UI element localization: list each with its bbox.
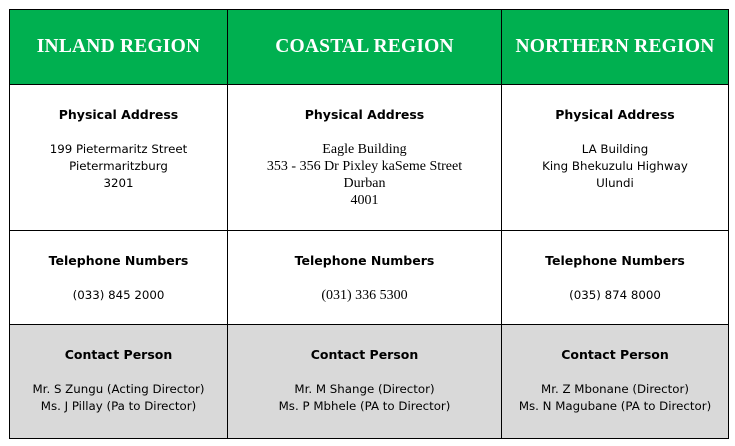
- contact-line: Ms. J Pillay (Pa to Director): [40, 399, 197, 413]
- telephone-number: (033) 845 2000: [72, 288, 165, 302]
- address-line: 4001: [350, 193, 379, 208]
- region-header-row: [10, 10, 729, 85]
- inland-region-heading: INLAND REGION: [10, 10, 228, 85]
- contact-line: Mr. S Zungu (Acting Director): [32, 382, 205, 396]
- address-text: [502, 141, 728, 192]
- contact-label: Contact Person: [64, 347, 173, 362]
- contact-text: [10, 381, 227, 415]
- address-line: 353 - 356 Dr Pixley kaSeme Street: [266, 159, 463, 174]
- northern-contact-cell: [502, 325, 729, 439]
- telephone-number: (031) 336 5300: [321, 288, 408, 303]
- address-line: Pietermaritzburg: [69, 159, 168, 173]
- contact-text: [502, 381, 728, 415]
- telephone-label: Telephone Numbers: [48, 253, 189, 268]
- northern-address-cell: [502, 85, 729, 231]
- northern-telephone-cell: [502, 231, 729, 325]
- contact-line: Mr. M Shange (Director): [294, 382, 435, 396]
- physical-address-row: [10, 85, 729, 231]
- contact-label: Contact Person: [561, 347, 669, 362]
- contact-line: Ms. P Mbhele (PA to Director): [278, 399, 451, 413]
- contact-person-row: [10, 325, 729, 439]
- coastal-contact-cell: [228, 325, 502, 439]
- address-line: King Bhekuzulu Highway: [542, 159, 688, 173]
- contact-text: [228, 381, 501, 415]
- contact-line: Mr. Z Mbonane (Director): [541, 382, 689, 396]
- contact-line: Ms. N Magubane (PA to Director): [518, 399, 712, 413]
- coastal-region-heading: COASTAL REGION: [228, 10, 502, 85]
- address-line: Eagle Building: [322, 142, 407, 157]
- address-text: [10, 141, 227, 192]
- regional-offices-table: [9, 9, 729, 439]
- inland-contact-cell: [10, 325, 228, 439]
- telephone-number: (035) 874 8000: [569, 288, 661, 302]
- inland-telephone-cell: [10, 231, 228, 325]
- address-label: Physical Address: [58, 107, 179, 122]
- address-line: 3201: [103, 176, 134, 190]
- telephone-row: [10, 231, 729, 325]
- northern-region-heading: NORTHERN REGION: [502, 10, 729, 85]
- inland-address-cell: [10, 85, 228, 231]
- address-line: 199 Pietermaritz Street: [49, 142, 188, 156]
- coastal-address-cell: [228, 85, 502, 231]
- address-label: Physical Address: [304, 107, 425, 122]
- address-line: Ulundi: [596, 176, 634, 190]
- contact-label: Contact Person: [310, 347, 419, 362]
- address-line: LA Building: [581, 142, 649, 156]
- address-label: Physical Address: [555, 107, 675, 122]
- telephone-label: Telephone Numbers: [545, 253, 685, 268]
- address-text: [228, 141, 501, 209]
- address-line: Durban: [343, 176, 386, 191]
- telephone-label: Telephone Numbers: [294, 253, 435, 268]
- coastal-telephone-cell: [228, 231, 502, 325]
